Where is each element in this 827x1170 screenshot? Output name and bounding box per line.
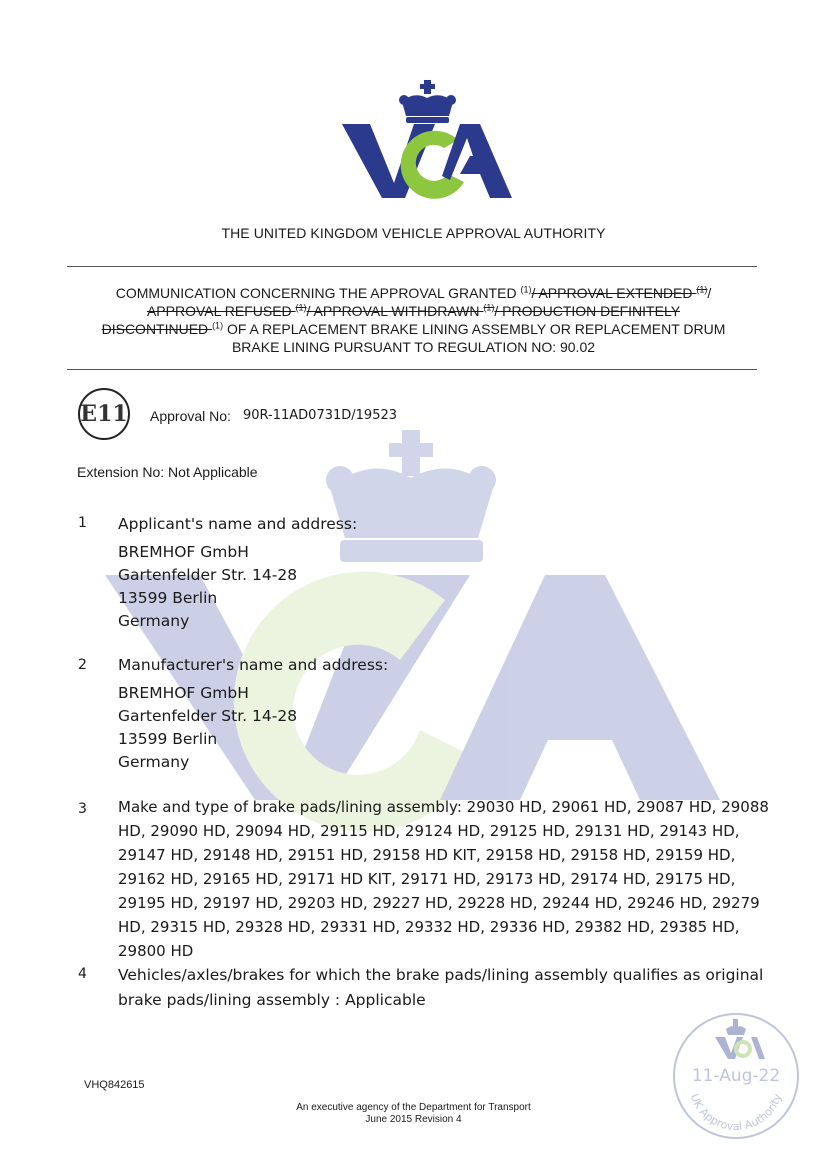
stamp-logo-icon: [715, 1019, 765, 1059]
section-1-title: Applicant's name and address:: [118, 515, 358, 533]
crown-icon: [399, 80, 456, 123]
address-line: 13599 Berlin: [118, 730, 218, 748]
comm-mark-struck: (1): [295, 302, 307, 313]
comm-suffix-2: BRAKE LINING PURSUANT TO REGULATION NO: 90.02: [231, 339, 596, 355]
section-1: [118, 513, 357, 633]
footer-agency: An executive agency of the Department for Transport: [296, 1102, 531, 1113]
address-line: 13599 Berlin: [118, 589, 218, 607]
comm-struck-discontinued: DISCONTINUED: [101, 321, 213, 337]
comm-mark: (1): [520, 284, 532, 295]
approval-number: 90R-11AD0731D/19523: [243, 408, 398, 423]
approval-label: Approval No:: [150, 408, 231, 424]
comm-struck-production: / PRODUCTION DEFINITELY: [494, 303, 681, 319]
document-reference: VHQ842615: [84, 1079, 145, 1091]
comm-slash: /: [707, 285, 712, 301]
vca-logo: [340, 78, 515, 200]
comm-suffix-1: OF A REPLACEMENT BRAKE LINING ASSEMBLY OR REPLACEMENT DRUM: [223, 321, 726, 337]
communication-heading: [70, 284, 757, 356]
extension-number: Extension No: Not Applicable: [77, 464, 258, 480]
bottom-divider: [67, 369, 757, 370]
top-divider: [67, 266, 757, 267]
address-line: Germany: [118, 753, 190, 771]
section-2-number: 2: [78, 657, 87, 673]
comm-struck-refused: APPROVAL REFUSED: [146, 303, 296, 319]
address-line: BREMHOF GmbH: [118, 543, 249, 561]
footer-revision: June 2015 Revision 4: [365, 1114, 462, 1125]
section-1-number: 1: [78, 515, 87, 531]
section-3-number: 3: [78, 801, 87, 817]
comm-mark-struck: (1): [483, 302, 495, 313]
approval-mark-badge: E11: [78, 388, 130, 440]
address-line: Germany: [118, 612, 190, 630]
comm-mark-struck: (1): [696, 284, 708, 295]
section-4-number: 4: [78, 966, 87, 982]
comm-prefix: COMMUNICATION CONCERNING THE APPROVAL GRANTED: [115, 285, 521, 301]
stamp-date: 11-Aug-22: [691, 1066, 781, 1086]
comm-struck-withdrawn: / APPROVAL WITHDRAWN: [306, 303, 484, 319]
address-line: BREMHOF GmbH: [118, 684, 249, 702]
approval-stamp: [671, 1011, 801, 1141]
section-4-applicability: Vehicles/axles/brakes for which the brake pads/lining assembly qualifies as original brake pads/lining assembly : Applicable: [118, 966, 764, 1009]
stamp-arc-label: UK Approval Authority: [687, 1092, 785, 1134]
section-2-title: Manufacturer's name and address:: [118, 656, 389, 674]
comm-mark: (1): [212, 320, 224, 331]
authority-title: THE UNITED KINGDOM VEHICLE APPROVAL AUTHORITY: [221, 225, 606, 241]
address-line: Gartenfelder Str. 14-28: [118, 707, 298, 725]
comm-struck-extended: / APPROVAL EXTENDED: [531, 285, 697, 301]
watermark-a: [440, 575, 720, 800]
address-line: Gartenfelder Str. 14-28: [118, 566, 298, 584]
section-3-brake-pad-types: Make and type of brake pads/lining assembly: 29030 HD, 29061 HD, 29087 HD, 29088 HD, 29090 HD, 29094 HD, 29115 HD, 29124 HD, 29125 HD, 29131 HD, 29143 HD, 29147 HD, 29148 HD, 29151 HD, 29158 HD KIT, 29158 HD, 29158 HD, 29159 HD, 29162 HD, 29165 HD, 29171 HD KIT, 29171 HD, 29173 HD, 29174 HD, 29175 HD, 29195 HD, 29197 HD, 29203 HD, 29227 HD, 29228 HD, 29244 HD, 29246 HD, 29279 HD, 29315 HD, 29328 HD, 29331 HD, 29332 HD, 29336 HD, 29382 HD, 29385 HD, 29800 HD: [118, 798, 769, 960]
section-2: [118, 654, 388, 774]
